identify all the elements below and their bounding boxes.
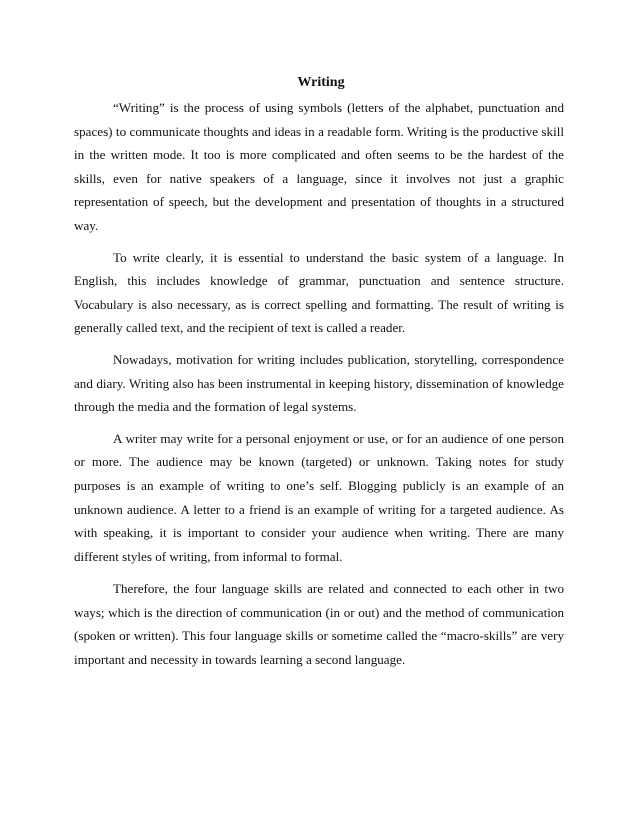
paragraph-motivation: Nowadays, motivation for writing includes publication, storytelling, correspondence and diary. Writing also has been instrumental in keeping history, dissemination of knowledge through the media and the formation of legal systems.	[74, 351, 564, 415]
paragraph-conclusion: Therefore, the four language skills are related and connected to each other in two ways; which is the direction of communication (in or out) and the method of communication (spoken or written). This four language skills or sometime called the “macro-skills” are very important and necessity in towards learning a second language.	[74, 581, 564, 668]
paragraph-writing-definition: “Writing” is the process of using symbols (letters of the alphabet, punctuation and spaces) to communicate thoughts and ideas in a readable form. Writing is the productive skill in the written mode. It too is more complicated and often seems to be the hardest of the skills, even for native speakers of a language, since it involves not just a graphic representation of speech, but the development and presentation of thoughts in a structured way.	[74, 100, 564, 233]
paragraph-audience: A writer may write for a personal enjoyment or use, or for an audience of one person or more. The audience may be known (targeted) or unknown. Taking notes for study purposes is an example of writing to one’s self. Blogging publicly is an example of an unknown audience. A letter to a friend is an example of writing for a targeted audience. As with speaking, it is important to consider your audience when writing. There are many different styles of writing, from informal to formal.	[74, 430, 564, 564]
document-body	[74, 73, 564, 680]
document-title: Writing	[297, 75, 345, 90]
paragraph-writing-clearly: To write clearly, it is essential to understand the basic system of a language. In English, this includes knowledge of grammar, punctuation and sentence structure. Vocabulary is also necessary, as is correct spelling and formatting. The result of writing is generally called text, and the recipient of text is called a reader.	[74, 249, 564, 336]
